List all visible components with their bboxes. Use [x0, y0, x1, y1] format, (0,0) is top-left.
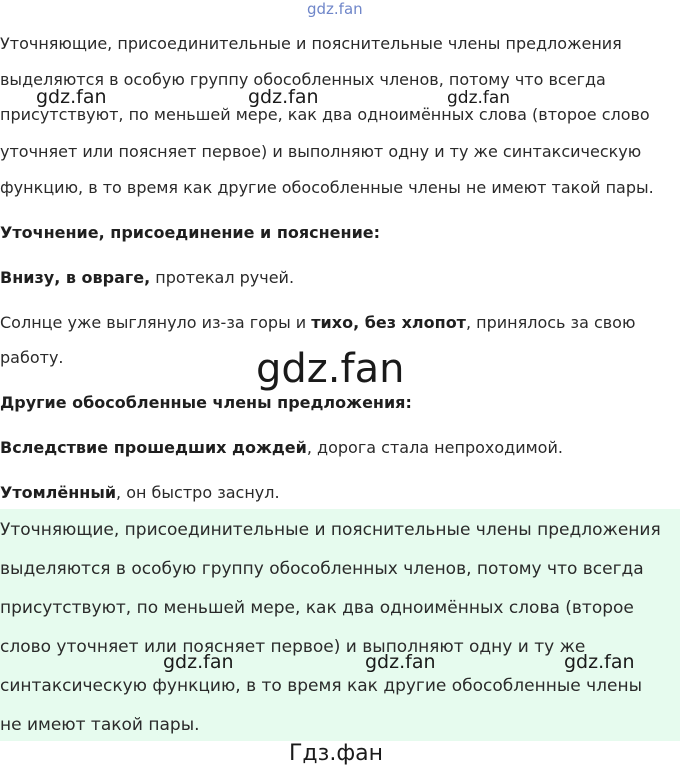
example-3-rest: , дорога стала непроходимой.	[306, 438, 563, 457]
example-4-rest: , он быстро заснул.	[116, 483, 280, 502]
example-2-start: Солнце уже выглянуло из-за горы и	[0, 313, 312, 332]
example-1-bold: Внизу, в овраге,	[0, 268, 151, 287]
example-4-bold: Утомлённый	[0, 483, 117, 502]
intro-line-5: функцию, в то время как другие обособленные члены не имеют такой пары.	[0, 178, 654, 197]
answer-line-3: присутствуют, по меньшей мере, как два одноимённых слова (второе	[0, 598, 634, 618]
example-3-bold: Вследствие прошедших дождей	[0, 438, 307, 457]
answer-line-4: слово уточняет или поясняет первое) и выполняют одну и ту же	[0, 637, 586, 657]
watermark-row1-a: gdz.fan	[36, 86, 107, 108]
intro-line-1: Уточняющие, присоединительные и пояснительные члены предложения	[0, 34, 622, 53]
example-2	[0, 312, 635, 334]
example-2-bold: тихо, без хлопот	[311, 313, 466, 332]
heading-clarification: Уточнение, присоединение и пояснение:	[0, 223, 381, 242]
example-2-line-2: работу.	[0, 348, 64, 367]
answer-line-2: выделяются в особую группу обособленных членов, потому что всегда	[0, 559, 644, 579]
watermark-row2-a: gdz.fan	[163, 651, 234, 673]
intro-line-4: уточняет или поясняет первое) и выполняют одну и ту же синтаксическую	[0, 142, 642, 161]
heading-other-members: Другие обособленные члены предложения:	[0, 393, 412, 412]
watermark-row2-b: gdz.fan	[365, 651, 436, 673]
answer-line-5: синтаксическую функцию, в то время как другие обособленные члены	[0, 676, 643, 696]
example-1	[0, 267, 294, 289]
watermark-center: gdz.fan	[256, 346, 405, 392]
example-4	[0, 482, 280, 504]
intro-line-3: присутствуют, по меньшей мере, как два одноимённых слова (второе слово	[0, 105, 650, 124]
example-1-rest: протекал ручей.	[150, 268, 295, 287]
intro-line-2: выделяются в особую группу обособленных членов, потому что всегда	[0, 70, 606, 89]
example-2-rest: , принялось за свою	[465, 313, 636, 332]
answer-line-1: Уточняющие, присоединительные и пояснительные члены предложения	[0, 520, 661, 540]
watermark-footer: Гдз.фан	[289, 741, 383, 766]
example-3	[0, 437, 563, 459]
watermark-row1-b: gdz.fan	[248, 86, 319, 108]
watermark-row2-c: gdz.fan	[564, 651, 635, 673]
watermark-row1-c: gdz.fan	[447, 88, 511, 108]
answer-line-6: не имеют такой пары.	[0, 715, 200, 735]
watermark-top: gdz.fan	[307, 0, 363, 18]
answer-box	[0, 509, 680, 741]
